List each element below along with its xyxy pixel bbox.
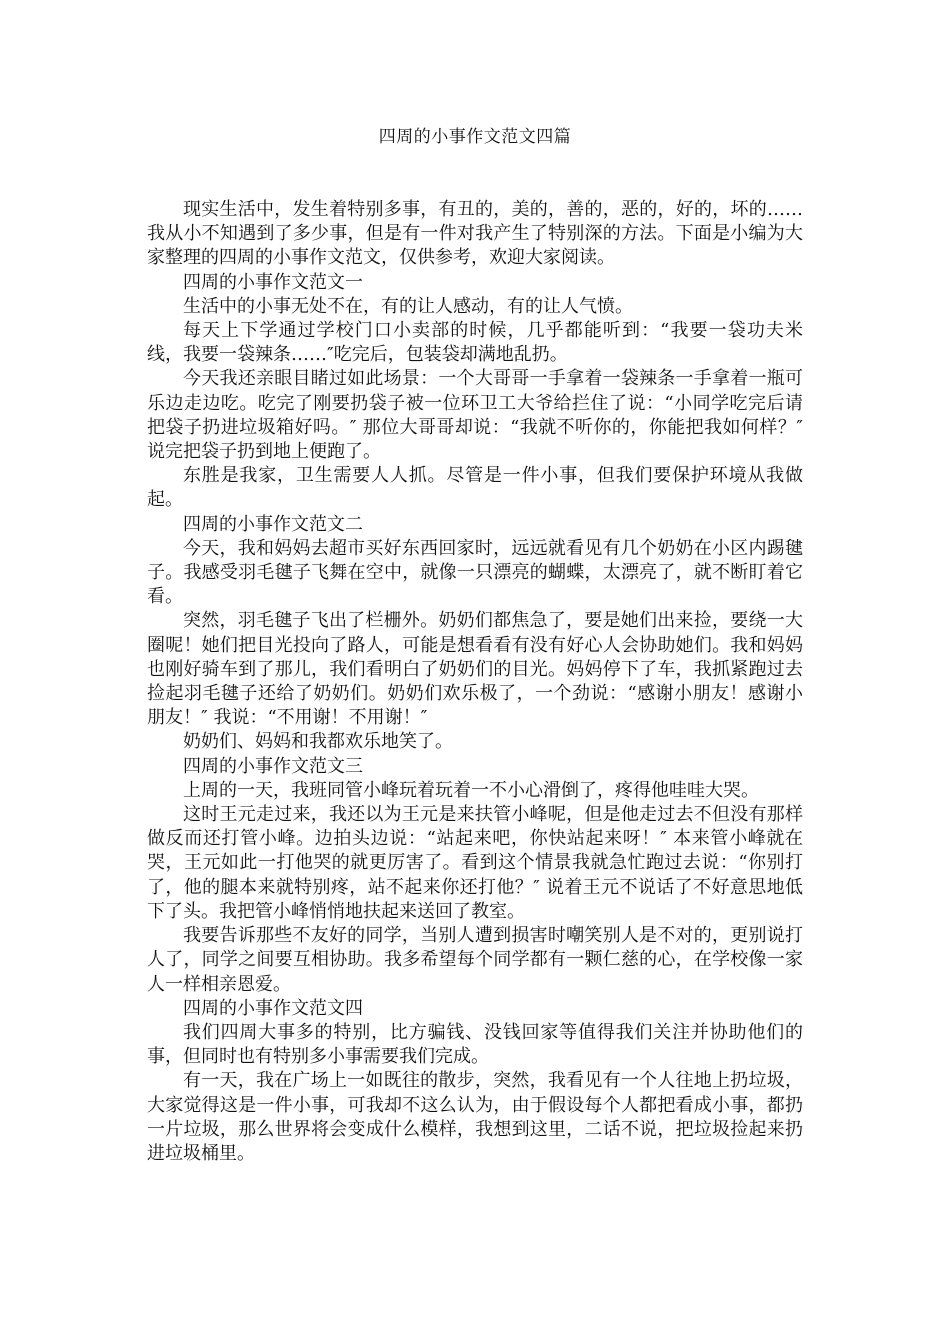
paragraph: 奶奶们、妈妈和我都欢乐地笑了。 [183, 731, 453, 753]
intro-paragraph: 现实生活中，发生着特别多事，有丑的，美的，善的，恶的，好的，坏的……我从小不知遇到了多少事，但是有一件对我产生了特别深的方法。下面是小编为大家整理的四周的小事作文范文，仅供参考，欢迎大家阅读。 [147, 199, 803, 269]
paragraph: 东胜是我家，卫生需要人人抓。尽管是一件小事，但我们要保护环境从我做起。 [147, 465, 803, 511]
section-heading-1: 四周的小事作文范文一 [183, 271, 363, 293]
paragraph: 有一天，我在广场上一如既往的散步，突然，我看见有一个人往地上扔垃圾，大家觉得这是一件小事，可我却不这么认为，由于假设每个人都把看成小事，都扔一片垃圾，那么世界将会变成什么模样，我想到这里，二话不说，把垃圾捡起来扔进垃圾桶里。 [147, 1070, 803, 1164]
document-body [147, 198, 803, 1166]
section-heading-2: 四周的小事作文范文二 [183, 513, 363, 535]
paragraph: 每天上下学通过学校门口小卖部的时候，几乎都能听到：“我要一袋功夫米线，我要一袋辣条……″吃完后，包装袋却满地乱扔。 [147, 320, 803, 366]
paragraph: 我要告诉那些不友好的同学，当别人遭到损害时嘲笑别人是不对的，更别说打人了，同学之间要互相协助。我多希望每个同学都有一颗仁慈的心，在学校像一家人一样相亲恩爱。 [147, 925, 803, 995]
paragraph: 今天，我和妈妈去超市买好东西回家时，远远就看见有几个奶奶在小区内踢毽子。我感受羽毛毽子飞舞在空中，就像一只漂亮的蝴蝶，太漂亮了，就不断盯着它看。 [147, 537, 803, 608]
paragraph: 生活中的小事无处不在，有的让人感动，有的让人气愤。 [183, 295, 633, 317]
paragraph: 今天我还亲眼目睹过如此场景：一个大哥哥一手拿着一袋辣条一手拿着一瓶可乐边走边吃。吃完了刚要扔袋子被一位环卫工大爷给拦住了说：“小同学吃完后请把袋子扔进垃圾箱好吗。″ 那位大哥哥却说：“我就不听你的，你能把我如何样？″ 说完把袋子扔到地上便跑了。 [147, 368, 803, 463]
document-title: 四周的小事作文范文四篇 [378, 127, 572, 147]
section-heading-4: 四周的小事作文范文四 [183, 997, 363, 1019]
section-heading-3: 四周的小事作文范文三 [183, 755, 363, 777]
paragraph: 突然，羽毛毽子飞出了栏栅外。奶奶们都焦急了，要是她们出来捡，要绕一大圈呢！她们把目光投向了路人，可能是想看看有没有好心人会协助她们。我和妈妈也刚好骑车到了那儿，我们看明白了奶奶们的目光。妈妈停下了车，我抓紧跑过去捡起羽毛毽子还给了奶奶们。奶奶们欢乐极了，一个劲说：“感谢小朋友！感谢小朋友！″ 我说：“不用谢！不用谢！″ [147, 610, 803, 729]
paragraph: 这时王元走过来，我还以为王元是来扶管小峰呢，但是他走过去不但没有那样做反而还打管小峰。边拍头边说：“站起来吧，你快站起来呀！″ 本来管小峰就在哭，王元如此一打他哭的就更厉害了。看到这个情景我就急忙跑过去说：“你别打了，他的腿本来就特别疼，站不起来你还打他？″ 说着王元不说话了不好意思地低下了头。我把管小峰悄悄地扶起来送回了教室。 [147, 804, 803, 922]
paragraph: 上周的一天，我班同管小峰玩着玩着一不小心滑倒了，疼得他哇哇大哭。 [183, 779, 759, 801]
paragraph: 我们四周大事多的特别，比方骗钱、没钱回家等值得我们关注并协助他们的事，但同时也有特别多小事需要我们完成。 [147, 1021, 803, 1068]
